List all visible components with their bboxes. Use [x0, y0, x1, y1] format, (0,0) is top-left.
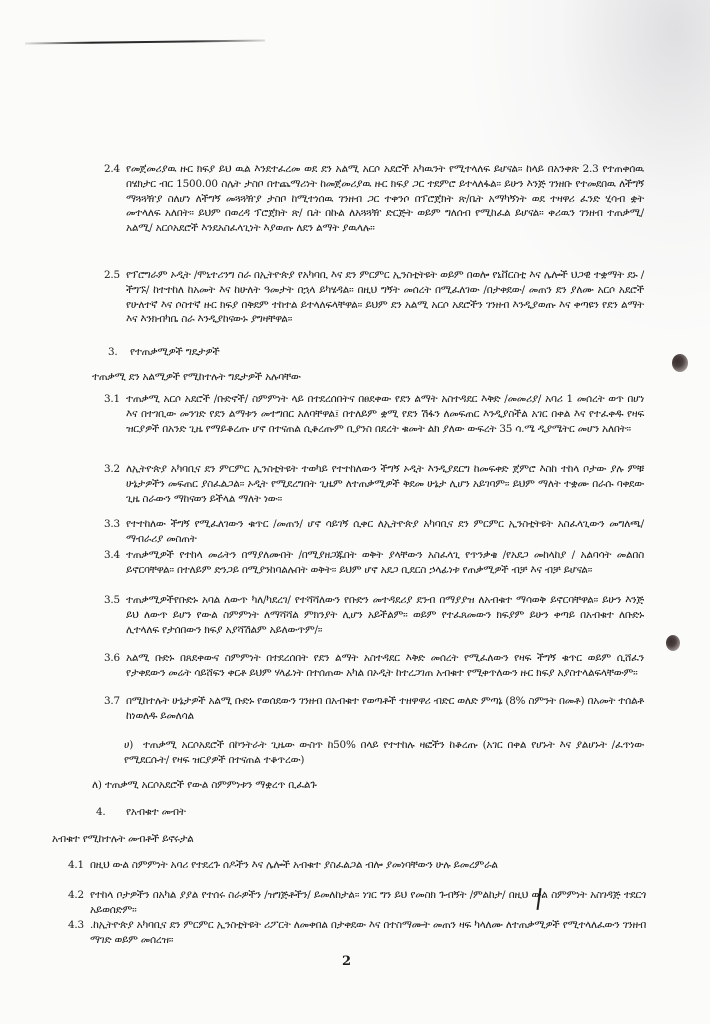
clause-3-5 — [104, 593, 644, 637]
clause-3-2 — [104, 462, 644, 506]
condition-text: ተጠቃሚ አርሶአደሮች የውል ስምምነቱን ማቋረጥ ቢፈልጉ — [104, 779, 317, 791]
clause-number: 4.2 — [68, 889, 84, 901]
clause-3-6 — [104, 651, 644, 681]
section-4-intro: አብቁተ የሚከተሉት መብቶች ይኖሩታል — [52, 833, 194, 845]
condition-marker: ሀ) — [124, 739, 134, 751]
clause-3-1 — [104, 392, 644, 436]
clause-3-3 — [104, 517, 644, 547]
clause-number: 3.2 — [104, 463, 120, 475]
clause-text: በዚህ ውል ስምምነት አባሪ የተደረጉ ሰዶችን እና ሌሎች አብቁተ ያስፈልጋል ብሎ ያመነባቸውን ሁሉ ይመረምራል — [90, 859, 498, 871]
clause-number: 3.4 — [104, 549, 120, 561]
section-3-intro: ተጠቃሚ ደን አልሚዎች የሚከተሉት ግዴታዎች አሉባቸው — [92, 371, 301, 383]
clause-number: 3.1 — [104, 393, 120, 405]
clause-number: 3.6 — [104, 652, 120, 664]
section-3-number: 3. — [108, 346, 118, 358]
clause-number: 2.5 — [104, 269, 120, 281]
clause-text: አልሚ ቡድኑ በጸደቀውና ስምምነት በተደረሰበት የደን ልማት አስተዳደር እቅድ መሰረት የሚፈለውን የዛፍ ችግኝ ቁጥር ወይም ሲሸፈን የታቀደውን መሬት ሳይሸፍን ቀርቶ ይህም ሃላፊነት በተሰጠው አካል በኦዲት ከተረጋገጠ አብቁተ የሚቀጥለውን ዙር ክፍያ አያስተላልፍላቸውም፡፡ — [126, 652, 644, 679]
clause-3-4 — [104, 548, 644, 578]
punch-hole-mark — [672, 354, 688, 372]
clause-number: 3.7 — [104, 695, 120, 707]
page-number: 2 — [342, 954, 351, 969]
clause-2-5 — [104, 268, 644, 327]
clause-4-2 — [68, 888, 646, 918]
punch-hole-mark — [666, 635, 680, 651]
clause-number: 2.4 — [104, 163, 120, 175]
clause-text: ለኢትዮጵያ አካባቢና ደን ምርምር ኢንስቲትዩት ተወካይ የተተከለውን ችግኝ ኦዲት እንዲያደርግ ከመፍቀድ ጀምሮ እስከ ተከላ ቦታው ያሉ ምቹ ሁኔታዎችን መፍጠር ያስፈልጋል፡፡ ኦዲት የሚደረግበት ጊዜም ለተጠቃሚዎች ቅደመ ሁኔታ ሊሆን አይገባም፡፡ ይህም ማለት ተቋሙ በራሱ ባቀደው ጊዜ ስራውን ማከናወን ይችላል ማለት ነው፡፡ — [126, 463, 644, 505]
top-rule-line — [25, 40, 265, 44]
clause-2-4 — [104, 162, 644, 236]
condition-text: ተጠቃሚ አርሶአደሮች በኮንትራት ጊዜው ውስጥ ከ50% በላይ የተተከሉ ዛፎችን ከቆረጡ (አገር በቀል የሆኑት እና ያልሆኑት /ፈጥነው የሚደርሱት/ የዛፍ ዝርያዎች በተናጠል ተቆጥረው) — [124, 739, 644, 766]
clause-number: 4.3 — [68, 919, 84, 931]
clause-text: በሚከተሉት ሁኔታዎች አልሚ ቡድኑ የወሰደውን ገንዘብ በአብቁተ የወጣቶች ተዘዋዋሪ ብድር ወለድ ምጣኔ (8% ስምንት በመቶ) በአመት ተሰልቶ ከነወለዱ ይመለሳል — [126, 695, 644, 722]
clause-number: 4.1 — [68, 859, 84, 871]
clause-text: የተተከለው ችግኝ የሚፈለገውን ቁጥር /መጠን/ ሆኖ ሳይገኝ ሲቀር ለኢትዮጵያ አካባቢና ደን ምርምር ኢንስቲትዩት አስፈላጊውን መግለጫ/ማብራሪያ መስጠት — [126, 518, 644, 545]
condition-marker: ለ) — [92, 779, 102, 791]
clause-4-3 — [68, 918, 646, 948]
clause-text: የፕሮግራም ኦዲት /ሞኒተሪንግ ስራ በኢትዮጵያ የአካባቢ እና ደን ምርምር ኢንስቲትዩት ወይም በወሎ የኒቨርስቲ እና ሌሎች ህጋዊ ተቋማት ደኑ /ችግኙ/ ከተተከለ ከአመት እና ከሁለት ዓመታት በኋላ ይካሄዳል፡፡ በዚህ ግኝት መሰረት በሚፈለገው /በታቀደው/ መጠን ደን ያለሙ አርሶ አደሮች የሁለተኛ እና ሶስተኛ ዙር ክፍያ በቅደም ተከተል ይተላለፍላቸዋል፡፡ ይህም ደን አልሚ አርሶ አደሮችን ገንዘብ እንዲያወጡ እና ቀጣዩን የደን ልማት እና እንክብካቤ ስራ እንዲያከናውኑ ያግዛቸዋል፡፡ — [126, 269, 644, 326]
section-3-title: የተጠቃሚዎች ግዴታዎች — [130, 346, 220, 358]
clause-text: .ከኢትዮጵያ አካባቢና ደን ምርምር ኢንስቲትዩት ሪፖርት ለመቀበል በታቀደው እና በተስማሙት መጠን ዛፍ ካላለሙ ለተጠቃሚዎች የሚተላለፈውን ገንዘብ ማገድ ወይም መሰረዝ፡፡ — [90, 919, 646, 946]
clause-text: ተጠቃሚ አርሶ አደሮች /ቡድኖች/ ስምምነት ላይ በተደረሰበትና በፀደቀው የደን ልማት አስተዳደር እቅድ /መመሪያ/ አባሪ 1 መሰረት ወጥ በሆነ እና በተገቢው መንገድ የደን ልማቱን መተግበር አለባቸዋል፤ በተለይም ቋሚ የደን ሽፋን ለመፍጠር እንዲያስችል አገር በቀል እና የተፈቀዱ የዛፍ ዝርያዎች በአንድ ጊዜ የማይቆረጡ ሆኖ በተናጠል ሲቆረጡም ቢያንስ በደረት ቁመት ልክ ያለው ውፍረት 35 ሳ.ሜ ዲያሜትር መሆን አለበት፡፡ — [126, 393, 644, 435]
clause-3-7 — [104, 694, 644, 724]
clause-text: የመጀመሪያዉ ዙር ክፍያ ይህ ዉል እንደተፈረመ ወደ ደን አልሚ አርሶ አደሮች አካዉንት የሚተላለፍ ይሆናል፡፡ ከላይ በአንቀጽ 2.3 የተጠቀሰዉ በሄክታር ብር 1500.00 ስሌት ታስቦ በተጨማሪነት ከመጀመሪያዉ ዙር ክፍያ ጋር ተደምሮ ይተላለፋል፡፡ ይሁን እንጅ ገንዘቡ የተመደበዉ ለችግኝ ማጓጓዥያ ስለሆነ ለችግኝ መጓጓዥያ ታስቦ ከሚተነሰዉ ገንዘብ ጋር ተቀንሶ በፕሮጀክት ጽ/ቤት አማካኝነት ወደ ተዛዋሪ ፈንድ ሂሳብ ቋት መተላለፍ አለበት፡፡ ይህም በወረዳ ፕሮጀክት ጽ/ ቤት በኩል ለአጓጓዥ ድርጅት ወይም ግለሰብ የሚከፈል ይሆናል፡፡ ቀሪዉን ገንዘብ ተጠቃሚ/አልሚ/ አርሶአደሮች እንደአስፈላጊነት እያወጡ ለደን ልማት ያዉላሉ፡፡ — [126, 163, 644, 235]
section-4-title: የአብቁተ መብት — [126, 806, 186, 818]
clause-text: ተጠቃሚዎችየቡድኑ አባል ለውጥ ካለ/ካደረገ/ የተሻሻለውን የቡድን መተዳደሪያ ደንብ በማያያዝ ለአብቁተ ማሳወቅ ይኖርባቸዋል፡፡ ይሁን እንጅ ይህ ለውጥ ይሆን የውል ስምምነት ለማሻሻል ምክንያት ሊሆን አይችልም፡፡ ወይም የተፈጸመውን ክፍያም ይሁን ቀጣይ በአብቁተ ለቡድኑ ሊተላለፍ የታሰበውን ክፍያ አያሻሽልም አይለውጥም/፡፡ — [126, 594, 644, 636]
clause-text: የተከላ ቦታዎችን በአካል ያያል የተሰሩ ስራዎችን /ዝግጅቶችን/ ይመለከታል፡፡ ነገር ግን ይህ የመስክ ጉብኝት /ምልከታ/ በዚህ ውል ስምምነት አስገዳጅ ተደርጎ አይወሰድም፡፡ — [90, 889, 646, 916]
clause-number: 3.3 — [104, 518, 120, 530]
section-4-number: 4. — [96, 806, 106, 818]
clause-text: ተጠቃሚዎች የተከላ መሬትን በማያለሙበት /በሚያዘጋጁበት ወቅት ያላቸውን አስፈላጊ የጥንቃቄ /የአደጋ መከላከያ / አልባሳት መልበስ ይኖርባቸዋል፡፡ በተለይም ድንጋይ በሚያንከባልሉበት ወቅት፡፡ ይህም ሆኖ አደጋ ቢደርስ ኃላፊነቱ የጠቃሚዎች ብቻ እና ብቻ ይሆናል፡፡ — [126, 549, 644, 576]
clause-number: 3.5 — [104, 594, 120, 606]
clause-4-1 — [68, 858, 646, 873]
condition-a — [124, 738, 644, 768]
condition-b — [92, 778, 317, 792]
